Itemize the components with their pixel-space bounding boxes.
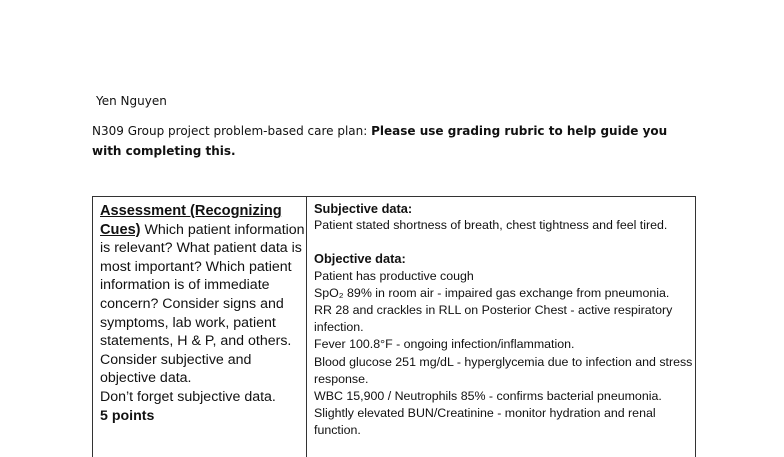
- intro-paragraph: [92, 121, 692, 161]
- objective-line: function.: [314, 423, 361, 438]
- data-cell: [314, 200, 699, 440]
- intro-text: N309 Group project problem-based care plan:: [92, 124, 372, 138]
- objective-line: Blood glucose 251 mg/dL - hyperglycemia due to infection and stress: [314, 354, 693, 369]
- objective-heading: Objective data:: [314, 251, 406, 267]
- assessment-prompt: Which patient information is relevant? What patient data is most important? Which patient information is of immediate concern? Consider signs and symptoms, lab work, patient statements, H & P, and others. Consider subjective and objective data.: [100, 221, 305, 387]
- objective-line: response.: [314, 371, 369, 386]
- assessment-points: 5 points: [100, 407, 155, 424]
- subjective-heading: Subjective data:: [314, 201, 413, 216]
- author-name: Yen Nguyen: [96, 94, 167, 108]
- objective-line: Patient has productive cough: [314, 268, 474, 283]
- assessment-cell: [93, 197, 307, 457]
- care-plan-table: [92, 196, 696, 457]
- intro-instruction: Please use grading rubric to help guide you with completing this.: [92, 124, 668, 158]
- objective-line: Fever 100.8°F - ongoing infection/inflammation.: [314, 337, 575, 352]
- objective-line: Slightly elevated BUN/Creatinine - monitor hydration and renal: [314, 406, 656, 421]
- objective-line: infection.: [314, 320, 364, 335]
- assessment-reminder: Don’t forget subjective data.: [100, 388, 276, 405]
- objective-line: SpO₂ 89% in room air - impaired gas exchange from pneumonia.: [314, 285, 670, 300]
- subjective-line: Patient stated shortness of breath, chest tightness and feel tired.: [314, 218, 668, 233]
- objective-line: WBC 15,900 / Neutrophils 85% - confirms bacterial pneumonia.: [314, 389, 662, 404]
- objective-line: RR 28 and crackles in RLL on Posterior Chest - active respiratory: [314, 303, 673, 318]
- assessment-heading: Assessment (Recognizing Cues): [100, 203, 282, 238]
